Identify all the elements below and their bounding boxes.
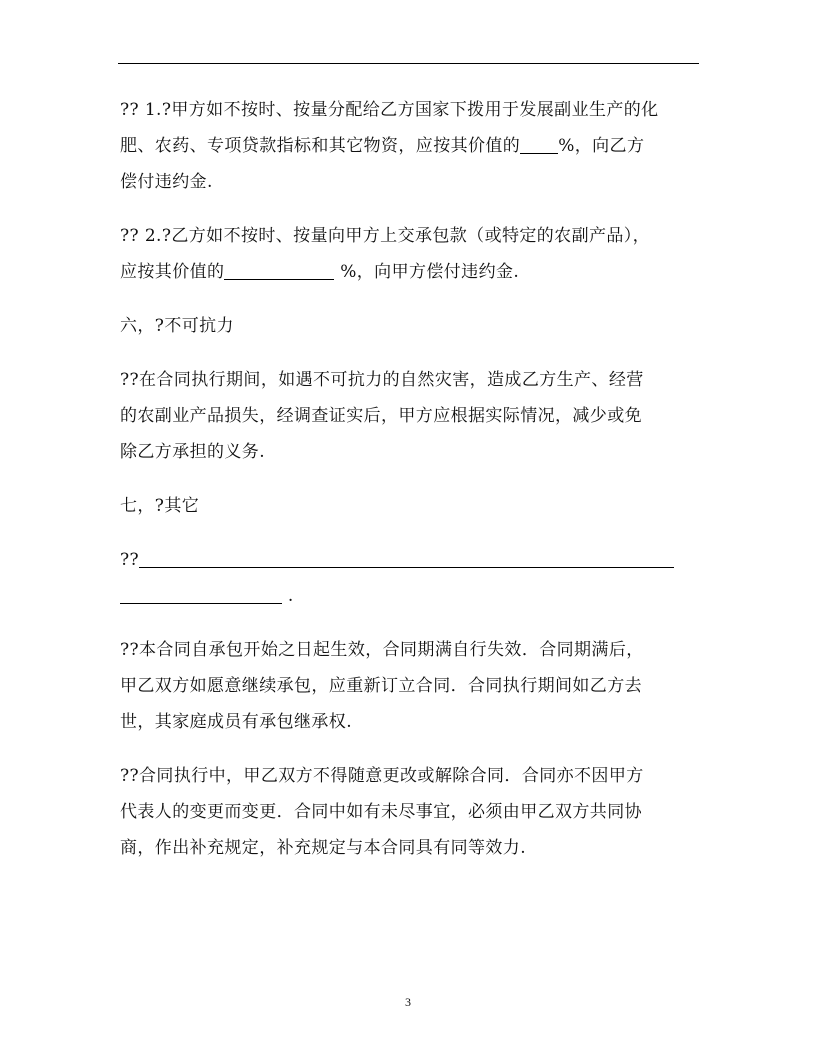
section-6-line-3: 除乙方承担的义务.: [120, 442, 266, 462]
section-6-heading: 六，?不可抗力: [120, 316, 234, 336]
clause-2-line-2: [120, 254, 700, 290]
clause-1-line-3: 偿付违约金.: [120, 172, 213, 192]
section-7-prefix: ??: [120, 550, 140, 570]
section-6-line-1: ??在合同执行期间，如遇不可抗力的自然灾害，造成乙方生产、经营: [120, 370, 644, 390]
clause-2-text-pre: 应按其价值的: [120, 262, 225, 282]
paragraph-execution-line-1: ??合同执行中，甲乙双方不得随意更改或解除合同．合同亦不因甲方: [120, 766, 644, 786]
clause-2-text-post: %，向甲方偿付违约金.: [340, 262, 520, 282]
clause-1-line-1: ?? 1.?甲方如不按时、按量分配给乙方国家下拨用于发展副业生产的化: [120, 100, 659, 120]
section-6-body: [120, 362, 700, 470]
paragraph-effective: [120, 632, 700, 740]
paragraph-effective-line-1: ??本合同自承包开始之日起生效，合同期满自行失效．合同期满后，: [120, 640, 644, 660]
paragraph-execution-line-2: 代表人的变更而变更．合同中如有未尽事宜，必须由甲乙双方共同协: [120, 802, 642, 822]
document-body: [120, 92, 700, 866]
blank-field[interactable]: [120, 585, 282, 604]
header-rule: [118, 63, 699, 64]
section-7-line-2: [120, 578, 700, 614]
paragraph-effective-line-3: 世，其家庭成员有承包继承权.: [120, 712, 353, 732]
blank-field[interactable]: [139, 549, 674, 568]
section-7-suffix: .: [287, 586, 294, 606]
section-6-line-2: 的农副业产品损失，经调查证实后，甲方应根据实际情况，减少或免: [120, 406, 642, 426]
paragraph-effective-line-2: 甲乙双方如愿意继续承包，应重新订立合同．合同执行期间如乙方去: [120, 676, 642, 696]
clause-1: [120, 92, 700, 200]
section-7-body: [120, 542, 700, 614]
paragraph-execution-line-3: 商，作出补充规定，补充规定与本合同具有同等效力.: [120, 838, 527, 858]
page-number: 3: [405, 995, 411, 1009]
clause-1-text-pre: 肥、农药、专项贷款指标和其它物资，应按其价值的: [120, 136, 521, 156]
clause-1-text-post: %，向乙方: [558, 136, 645, 156]
clause-2: [120, 218, 700, 290]
paragraph-execution: [120, 758, 700, 866]
blank-field[interactable]: [520, 135, 558, 154]
blank-field[interactable]: [224, 261, 334, 280]
clause-1-line-2: [120, 128, 700, 164]
section-7-heading: 七，?其它: [120, 496, 200, 516]
clause-2-line-1: ?? 2.?乙方如不按时、按量向甲方上交承包款（或特定的农副产品），: [120, 226, 651, 246]
section-7-line-1: [120, 542, 700, 578]
